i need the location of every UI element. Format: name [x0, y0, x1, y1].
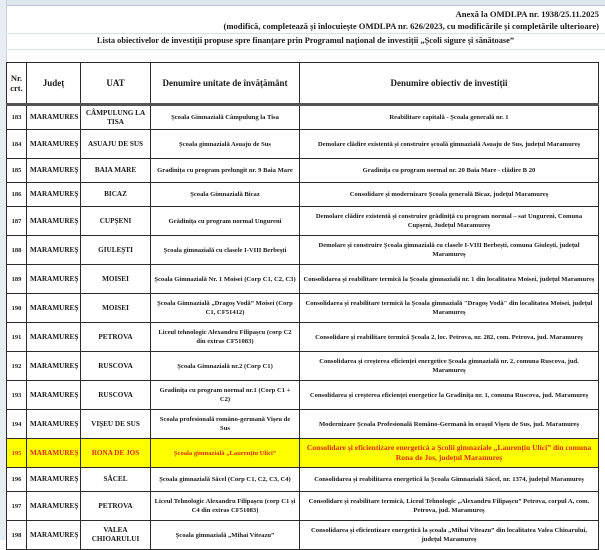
cell-unitate: Școala gimnazială Asuaju de Sus: [151, 130, 300, 159]
cell-uat: RUSCOVA: [81, 352, 151, 381]
cell-obiectiv: Demolare clădire existentă și construire grădiniță cu program normal – sat Ungureni, Comuna Cupșeni, Județul Maramureș: [300, 207, 599, 236]
annex-line: Anexă la OMDLPA nr. 1938/25.11.2025: [455, 9, 599, 19]
table-row: [7, 410, 599, 439]
cell-unitate: Școala Gimnazială nr.2 (Corp C1): [151, 352, 300, 381]
cell-obiectiv: Consolidarea și creșterea eficienței energetice Școala gimnazială nr. 2, comuna Ruscova, jud. Maramureș: [300, 352, 599, 381]
cell-obiectiv: Consolidarea și creșterea eficienței energetice la Gradinița nr. 1, comuna Ruscova, jud. Maramureș: [300, 381, 599, 410]
row-number: 193: [7, 381, 27, 410]
table-row: [7, 381, 599, 410]
row-number: 187: [7, 207, 27, 236]
cell-obiectiv: Gradinița cu program normal nr. 20 Baia Mare - clădire B 20: [300, 159, 599, 183]
table-header-row: [7, 63, 599, 105]
cell-obiectiv: Consolidarea și reabilitare termică la Școala gimnazială "Dragoș Vodă" din localitatea Moisei, județul Maramureș: [300, 294, 599, 323]
cell-unitate: Școala gimnazială „Mihai Viteazu”: [151, 521, 300, 550]
cell-unitate: Școala gimnazială Săcel (Corp C1, C2, C3, C4): [151, 468, 300, 492]
table-row: [7, 105, 599, 130]
cell-judet: MARAMUREȘ: [27, 468, 81, 492]
row-number: 196: [7, 468, 27, 492]
row-number: 192: [7, 352, 27, 381]
cell-uat: ASUAJU DE SUS: [81, 130, 151, 159]
spreadsheet-top-bar: [0, 0, 605, 6]
row-number: 195: [7, 439, 27, 468]
table-row: [7, 294, 599, 323]
cell-uat: VIȘEU DE SUS: [81, 410, 151, 439]
cell-unitate: Școala Gimnazială Câmpulung la Tisa: [151, 105, 300, 130]
cell-judet: MARAMUREȘ: [27, 521, 81, 550]
table-row: [7, 207, 599, 236]
cell-obiectiv: Consolidarea și reabilitare termică la Școala gimnazială nr. 1 din localitatea Moisei, județul Maramureș: [300, 265, 599, 294]
cell-judet: MARAMUREȘ: [27, 492, 81, 521]
row-number: 184: [7, 130, 27, 159]
table-row: [7, 521, 599, 550]
cell-obiectiv: Modernizare Școala Profesională Romăno-Germană în orașul Vișeu de Sus, jud. Maramureș: [300, 410, 599, 439]
cell-judet: MARAMUREȘ: [27, 323, 81, 352]
cell-judet: MARAMUREȘ: [27, 265, 81, 294]
table-row: [7, 468, 599, 492]
cell-unitate: Liceul tehnologic Alexandru Filipașcu (corp C2 din extras CF51083): [151, 323, 300, 352]
cell-judet: MARAMURES: [27, 105, 81, 130]
annex-subline: (modifică, completează și înlocuiește OMDLPA nr. 626/2023, cu modificările și completările ulterioare): [223, 21, 599, 31]
cell-uat: BAIA MARE: [81, 159, 151, 183]
cell-uat: MOISEI: [81, 294, 151, 323]
cell-unitate: Scoala profesională romăno-germană Vișeu de Sus: [151, 410, 300, 439]
cell-uat: CUPȘENI: [81, 207, 151, 236]
cell-uat: CÂMPULUNG LA TISA: [81, 105, 151, 130]
cell-judet: MARAMUREȘ: [27, 159, 81, 183]
cell-uat: PETROVA: [81, 323, 151, 352]
grid-divider: [6, 49, 605, 50]
column-header-obiectiv: Denumire obiectiv de investiții: [300, 63, 599, 105]
table-row: [7, 130, 599, 159]
cell-obiectiv: Consolidare și eficientizare energetică a Școlii gimnaziale „Laurențiu Ulici” din comuna Rona de Jos, județul Maramureș: [300, 439, 599, 468]
cell-uat: VALEA CHIOARULUI: [81, 521, 151, 550]
row-number: 197: [7, 492, 27, 521]
cell-unitate: Școala gimnazială cu clasele I-VIII Berbeşti: [151, 236, 300, 265]
cell-unitate: Gradinița cu program prelungit nr. 9 Baia Mare: [151, 159, 300, 183]
row-number: 188: [7, 236, 27, 265]
row-number: 198: [7, 521, 27, 550]
column-header-uat: UAT: [81, 63, 151, 105]
cell-obiectiv: Consolidare și modernizare Școala generală Bicaz, județul Maramureș: [300, 183, 599, 207]
row-number: 186: [7, 183, 27, 207]
cell-obiectiv: Demolare clădire existentă și construire școală gimnazială Asuaju de Sus, județul Maramureș: [300, 130, 599, 159]
cell-unitate: Grădinița cu program normal Ungureni: [151, 207, 300, 236]
cell-uat: RUSCOVA: [81, 381, 151, 410]
cell-obiectiv: Consolidare și reabilitare termică, Liceul Tehnologic „Alexandru Filipașcu” Petrova, corpul A, com. Petrova, jud. Maramureș: [300, 492, 599, 521]
row-number: 194: [7, 410, 27, 439]
cell-uat: RONA DE JOS: [81, 439, 151, 468]
cell-uat: MOISEI: [81, 265, 151, 294]
column-header-unitate: Denumire unitate de învățământ: [151, 63, 300, 105]
list-title: Lista obiectivelor de investiții propuse spre finanțare prin Programul național de investiții „Școli sigure și sănătoase”: [96, 36, 515, 45]
row-number: 185: [7, 159, 27, 183]
cell-judet: MARAMUREȘ: [27, 236, 81, 265]
cell-obiectiv: Consolidarea și eficientizare energetică la școala „Mihai Viteazu” din localitatea Valea Chioarului, județul Maramureș: [300, 521, 599, 550]
column-header-nr: Nr. crt.: [7, 63, 27, 105]
cell-unitate: Școala Gimnazială Nr. 1 Moisei (Corp C1, C2, C3): [151, 265, 300, 294]
cell-uat: GIULEȘTI: [81, 236, 151, 265]
cell-judet: MARAMUREȘ: [27, 207, 81, 236]
cell-unitate: Școala Gimnazială „Dragoș Vodă” Moisei (Corp C1, CF51412): [151, 294, 300, 323]
cell-judet: MARAMUREȘ: [27, 410, 81, 439]
row-number: 191: [7, 323, 27, 352]
cell-unitate: Liceul Tehnologic Alexandru Filipașcu (corp C1 și C4 din extras CF51083): [151, 492, 300, 521]
table-row: [7, 352, 599, 381]
column-header-judet: Județ: [27, 63, 81, 105]
cell-unitate: Școala gimnazială „Laurențiu Ulici”: [151, 439, 300, 468]
cell-uat: PETROVA: [81, 492, 151, 521]
cell-judet: MARAMUREȘ: [27, 439, 81, 468]
grid-divider: [6, 33, 605, 34]
cell-uat: SĂCEL: [81, 468, 151, 492]
cell-judet: MARAMUREȘ: [27, 294, 81, 323]
cell-judet: MARAMUREȘ: [27, 130, 81, 159]
row-number: 183: [7, 105, 27, 130]
cell-judet: MARAMUREȘ: [27, 381, 81, 410]
table-row: [7, 183, 599, 207]
annex-reference: [223, 8, 599, 32]
cell-obiectiv: Consolidare și reabilitare termică Școala 2, loc. Petrova, nr. 282, com. Petrova, jud. Maramureș: [300, 323, 599, 352]
cell-obiectiv: Demolare și construire Școala gimnazială cu clasele I-VIII Berbești, comuna Giulești, județul Maramureș: [300, 236, 599, 265]
row-number: 189: [7, 265, 27, 294]
table-row: [7, 159, 599, 183]
table-row: [7, 492, 599, 521]
cell-judet: MARAMUREȘ: [27, 183, 81, 207]
investment-objectives-table: [6, 62, 599, 550]
cell-unitate: Școala Gimnazială Bicaz: [151, 183, 300, 207]
row-number: 190: [7, 294, 27, 323]
table-row: [7, 323, 599, 352]
cell-obiectiv: Consolidarea și reabilitarea energetică la Școala Gimnazială Săcel, nr. 1374, județul Maramureș: [300, 468, 599, 492]
table-row-highlighted: [7, 439, 599, 468]
cell-judet: MARAMUREȘ: [27, 352, 81, 381]
table-row: [7, 265, 599, 294]
cell-uat: BICAZ: [81, 183, 151, 207]
cell-obiectiv: Reabilitare capitală - Școala generală nr. 1: [300, 105, 599, 130]
cell-unitate: Gradinița cu program normal nr.1 (Corp C1 + C2): [151, 381, 300, 410]
table-row: [7, 236, 599, 265]
